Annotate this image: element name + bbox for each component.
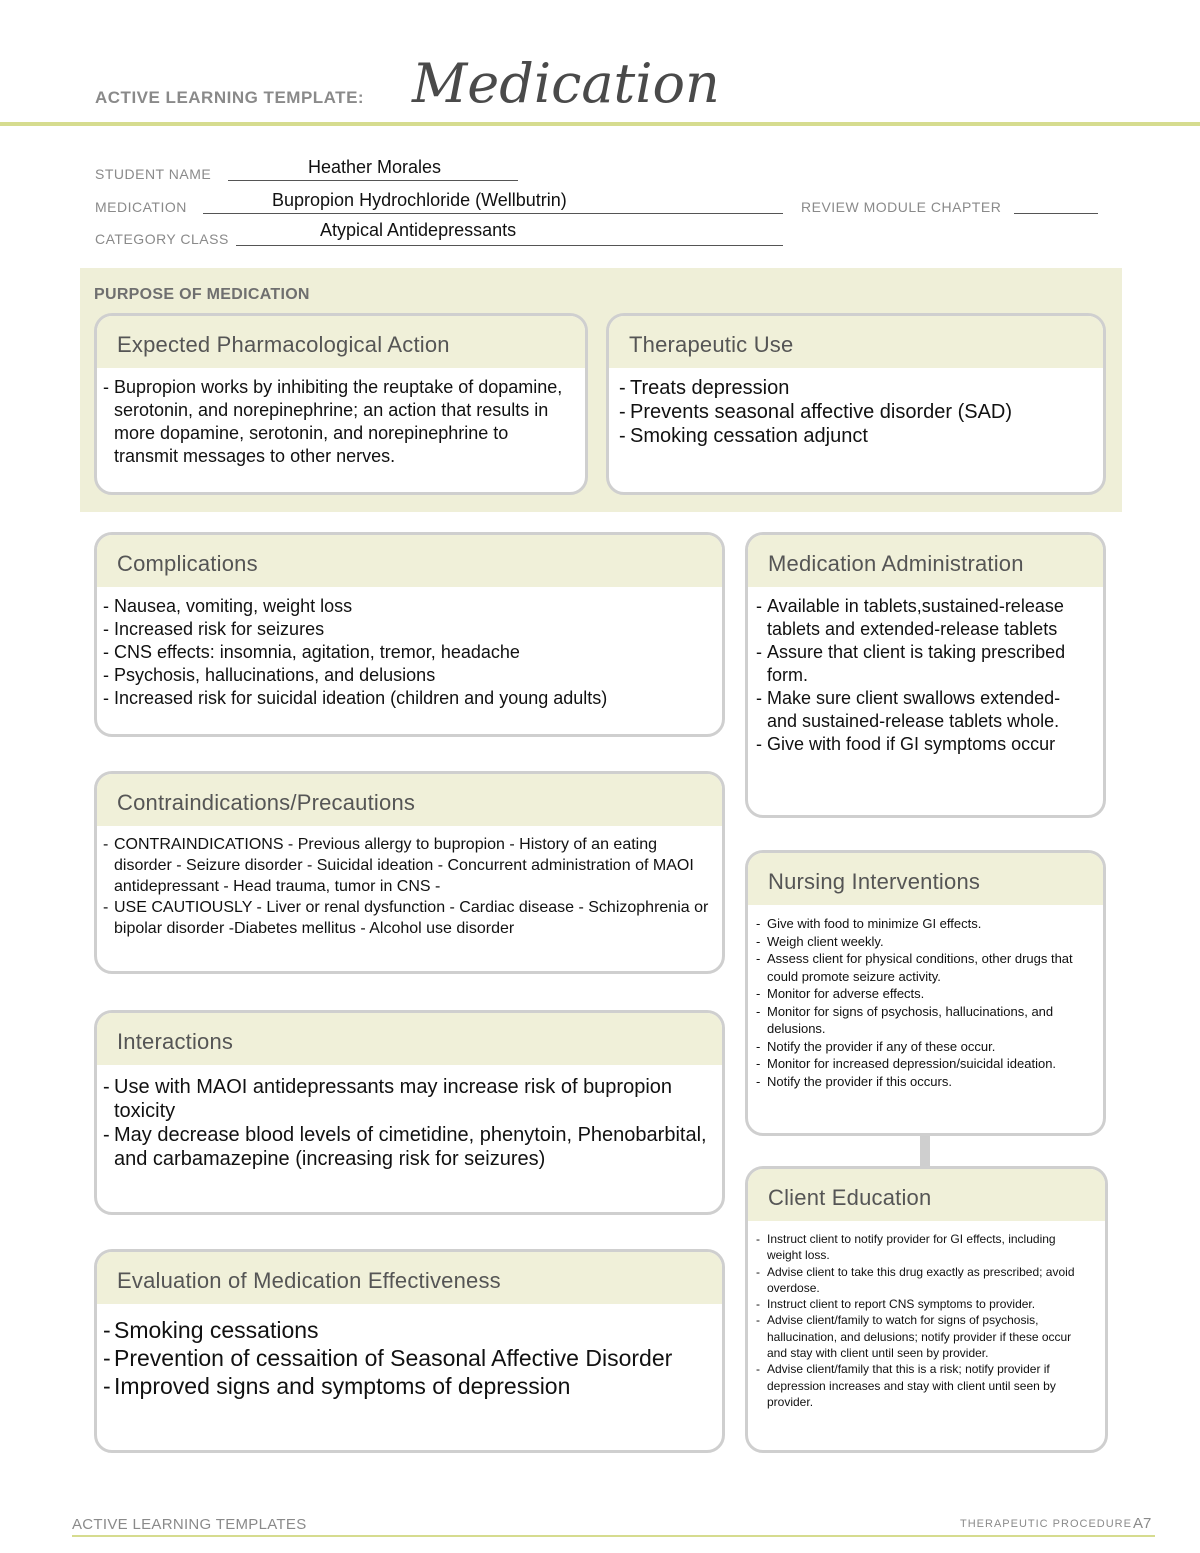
complications-title: Complications — [97, 535, 722, 587]
medication-administration-body[interactable] — [748, 587, 1103, 756]
list-item: - Bupropion works by inhibiting the reuptake of dopamine, serotonin, and norepinephrine; an action that results in more dopamine, serotonin, and norepinephrine to transmit messages to other nerves. — [103, 376, 573, 468]
section-connector — [920, 1135, 930, 1167]
footer-category: THERAPEUTIC PROCEDURE — [960, 1518, 1132, 1530]
nursing-interventions-body[interactable] — [748, 905, 1103, 1090]
template-label: ACTIVE LEARNING TEMPLATE: — [95, 88, 365, 107]
list-item: - Smoking cessations — [103, 1316, 710, 1344]
list-item: - Make sure client swallows extended- and sustained-release tablets whole. — [756, 687, 1091, 733]
student-name-label: STUDENT NAME — [95, 166, 212, 182]
list-item: - Advise client/family to watch for signs of psychosis, hallucination, and delusions; notify provider if these occur and stay with client until seen by provider. — [756, 1312, 1093, 1361]
purpose-label: PURPOSE OF MEDICATION — [94, 286, 310, 303]
list-item: - Increased risk for seizures — [103, 618, 710, 641]
list-item: - Monitor for increased depression/suicidal ideation. — [756, 1055, 1091, 1073]
evaluation-body[interactable] — [97, 1304, 722, 1400]
list-item: - Assess client for physical conditions, other drugs that could promote seizure activity. — [756, 950, 1091, 985]
list-item: - Nausea, vomiting, weight loss — [103, 595, 710, 618]
expected-action-title: Expected Pharmacological Action — [97, 316, 585, 368]
header-divider — [0, 122, 1200, 126]
list-item: - Instruct client to report CNS symptoms to provider. — [756, 1296, 1093, 1312]
interactions-card — [94, 1010, 725, 1215]
therapeutic-use-body[interactable] — [609, 368, 1103, 448]
list-item: - Increased risk for suicidal ideation (children and young adults) — [103, 687, 710, 710]
medication-administration-title: Medication Administration — [748, 535, 1103, 587]
therapeutic-use-title: Therapeutic Use — [609, 316, 1103, 368]
contraindications-title: Contraindications/Precautions — [97, 774, 722, 826]
student-name-line — [228, 180, 518, 181]
list-item: - Advise client/family that this is a risk; notify provider if depression increases and stay with client until seen by provider. — [756, 1361, 1093, 1410]
list-item: - Prevention of cessaition of Seasonal Affective Disorder — [103, 1344, 710, 1372]
medication-line — [203, 213, 783, 214]
list-item: - Prevents seasonal affective disorder (SAD) — [619, 400, 1091, 424]
list-item: - Instruct client to notify provider for GI effects, including weight loss. — [756, 1231, 1093, 1264]
list-item: - Advise client to take this drug exactly as prescribed; avoid overdose. — [756, 1264, 1093, 1297]
therapeutic-use-card — [606, 313, 1106, 495]
list-item: - Notify the provider if this occurs. — [756, 1073, 1091, 1091]
list-item: - USE CAUTIOUSLY - Liver or renal dysfunction - Cardiac disease - Schizophrenia or bipolar disorder -Diabetes mellitus - Alcohol use disorder — [103, 897, 710, 939]
page-number: A7 — [1133, 1515, 1152, 1532]
complications-body[interactable] — [97, 587, 722, 710]
complications-card — [94, 532, 725, 737]
category-class-line — [236, 245, 783, 246]
list-item: - Improved signs and symptoms of depression — [103, 1372, 710, 1400]
page-title: Medication — [412, 52, 720, 115]
medication-administration-card — [745, 532, 1106, 818]
medication-field[interactable]: Bupropion Hydrochloride (Wellbutrin) — [272, 190, 567, 210]
review-module-label: REVIEW MODULE CHAPTER — [801, 199, 1002, 215]
list-item: - CONTRAINDICATIONS - Previous allergy to bupropion - History of an eating disorder - Seizure disorder - Suicidal ideation - Concurrent administration of MAOI antidepressant - Head trauma, tumor in CNS - — [103, 834, 710, 897]
list-item: - Give with food to minimize GI effects. — [756, 915, 1091, 933]
list-item: - Weigh client weekly. — [756, 933, 1091, 951]
list-item: - Monitor for adverse effects. — [756, 985, 1091, 1003]
contraindications-body[interactable] — [97, 826, 722, 939]
category-class-label: CATEGORY CLASS — [95, 231, 229, 247]
list-item: - Give with food if GI symptoms occur — [756, 733, 1091, 756]
list-item: - Treats depression — [619, 376, 1091, 400]
client-education-title: Client Education — [748, 1169, 1105, 1221]
list-item: - Psychosis, hallucinations, and delusions — [103, 664, 710, 687]
interactions-title: Interactions — [97, 1013, 722, 1065]
client-education-body[interactable] — [748, 1221, 1105, 1410]
list-item: - May decrease blood levels of cimetidine, phenytoin, Phenobarbital, and carbamazepine (increasing risk for seizures) — [103, 1123, 710, 1171]
evaluation-title: Evaluation of Medication Effectiveness — [97, 1252, 722, 1304]
student-name-field[interactable]: Heather Morales — [308, 157, 442, 177]
list-item: - CNS effects: insomnia, agitation, tremor, headache — [103, 641, 710, 664]
list-item: - Assure that client is taking prescribed form. — [756, 641, 1091, 687]
category-class-field[interactable]: Atypical Antidepressants — [320, 220, 517, 240]
nursing-interventions-card — [745, 850, 1106, 1136]
list-item: - Use with MAOI antidepressants may increase risk of bupropion toxicity — [103, 1075, 710, 1123]
footer-divider — [72, 1535, 1155, 1537]
evaluation-card — [94, 1249, 725, 1453]
review-module-field[interactable] — [1014, 213, 1098, 214]
footer-title: ACTIVE LEARNING TEMPLATES — [72, 1516, 307, 1533]
list-item: - Smoking cessation adjunct — [619, 424, 1091, 448]
list-item: - Monitor for signs of psychosis, hallucinations, and delusions. — [756, 1003, 1091, 1038]
expected-action-card — [94, 313, 588, 495]
medication-label: MEDICATION — [95, 199, 187, 215]
contraindications-card — [94, 771, 725, 974]
nursing-interventions-title: Nursing Interventions — [748, 853, 1103, 905]
page-header — [0, 0, 1200, 130]
client-education-card — [745, 1166, 1108, 1453]
list-item: - Notify the provider if any of these occur. — [756, 1038, 1091, 1056]
interactions-body[interactable] — [97, 1065, 722, 1171]
list-item: - Available in tablets,sustained-release tablets and extended-release tablets — [756, 595, 1091, 641]
expected-action-body[interactable] — [97, 368, 585, 468]
